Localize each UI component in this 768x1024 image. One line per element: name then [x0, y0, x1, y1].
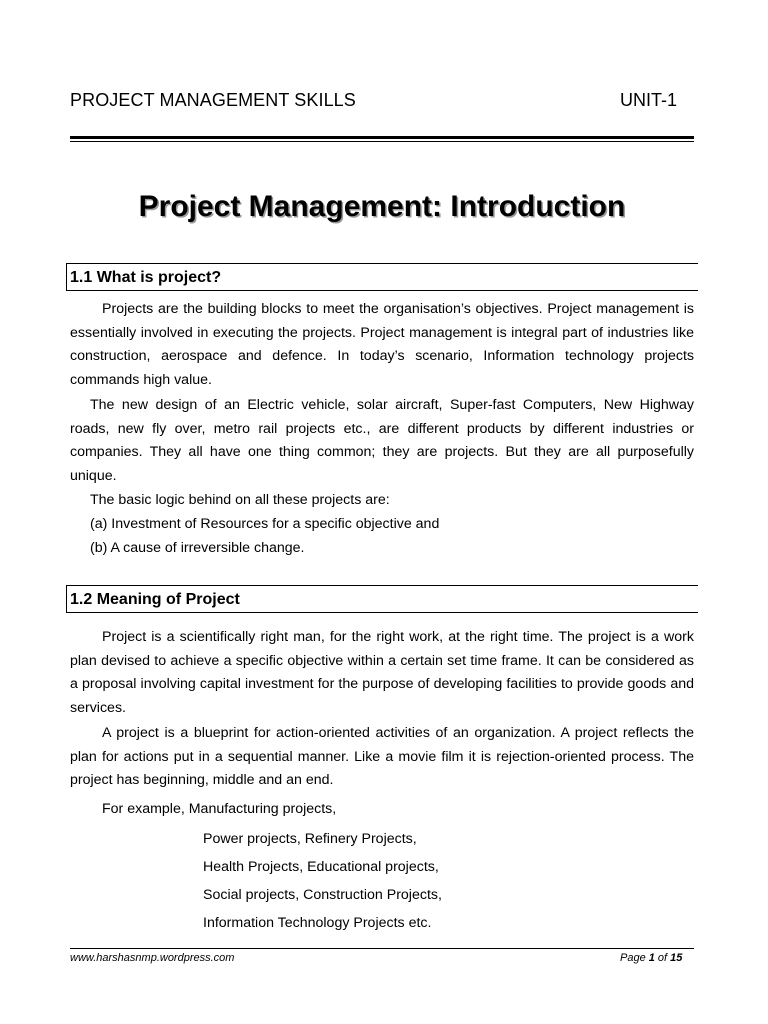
section2-paragraph-2: A project is a blueprint for action-oriented activities of an organization. A project reflects the plan for actions put in a sequential manner. Like a movie film it is rejection-oriented process. The project has beginning, middle and an end.: [70, 725, 694, 788]
current-page-number: 1: [648, 952, 655, 964]
section1-paragraph-1: Projects are the building blocks to meet the organisation’s objectives. Project management is essentially involved in executing the projects. Project management is integral part of industries like construction, aerospace and defence. In today’s scenario, Information technology projects commands high value.: [70, 301, 694, 388]
section1-logic-b: (b) A cause of irreversible change.: [90, 540, 305, 556]
footer-rule: [70, 948, 694, 949]
section2-paragraph-1: Project is a scientifically right man, for the right work, at the right time. The project is a work plan devised to achieve a specific objective within a certain set time frame. It can be considered as a proposal involving capital investment for the purpose of developing facilities to provide goods and services.: [70, 629, 694, 716]
page-label: Page: [620, 952, 649, 964]
header-rule-thick: [70, 136, 694, 139]
total-page-count: 15: [670, 952, 683, 964]
section1-logic-a: (a) Investment of Resources for a specific objective and: [90, 516, 440, 532]
page-number-indicator: [620, 952, 682, 964]
section2-example-line: Health Projects, Educational projects,: [203, 859, 439, 875]
section-heading-what-is-project: 1.1 What is project?: [66, 263, 698, 291]
section-heading-meaning-of-project: 1.2 Meaning of Project: [66, 585, 698, 613]
course-title: PROJECT MANAGEMENT SKILLS: [70, 90, 356, 110]
section1-paragraph-2: The new design of an Electric vehicle, solar aircraft, Super-fast Computers, New Highway roads, new fly over, metro rail projects etc., are different products by different industries or companies. They all have one thing common; they are projects. But they are all purposefully unique.: [70, 397, 694, 484]
page-title: Project Management: Introduction: [138, 190, 626, 223]
footer-website-link[interactable]: www.harshasnmp.wordpress.com: [70, 952, 235, 964]
section1-logic-intro: The basic logic behind on all these projects are:: [90, 492, 390, 508]
header-rule-thin: [70, 141, 694, 142]
section2-example-line: Power projects, Refinery Projects,: [203, 831, 417, 847]
section2-example-line: Information Technology Projects etc.: [203, 915, 432, 931]
page-of-label: of: [654, 952, 671, 964]
section2-example-line: Social projects, Construction Projects,: [203, 887, 442, 903]
unit-label: UNIT-1: [620, 90, 678, 110]
section2-example-intro: For example, Manufacturing projects,: [102, 801, 337, 817]
